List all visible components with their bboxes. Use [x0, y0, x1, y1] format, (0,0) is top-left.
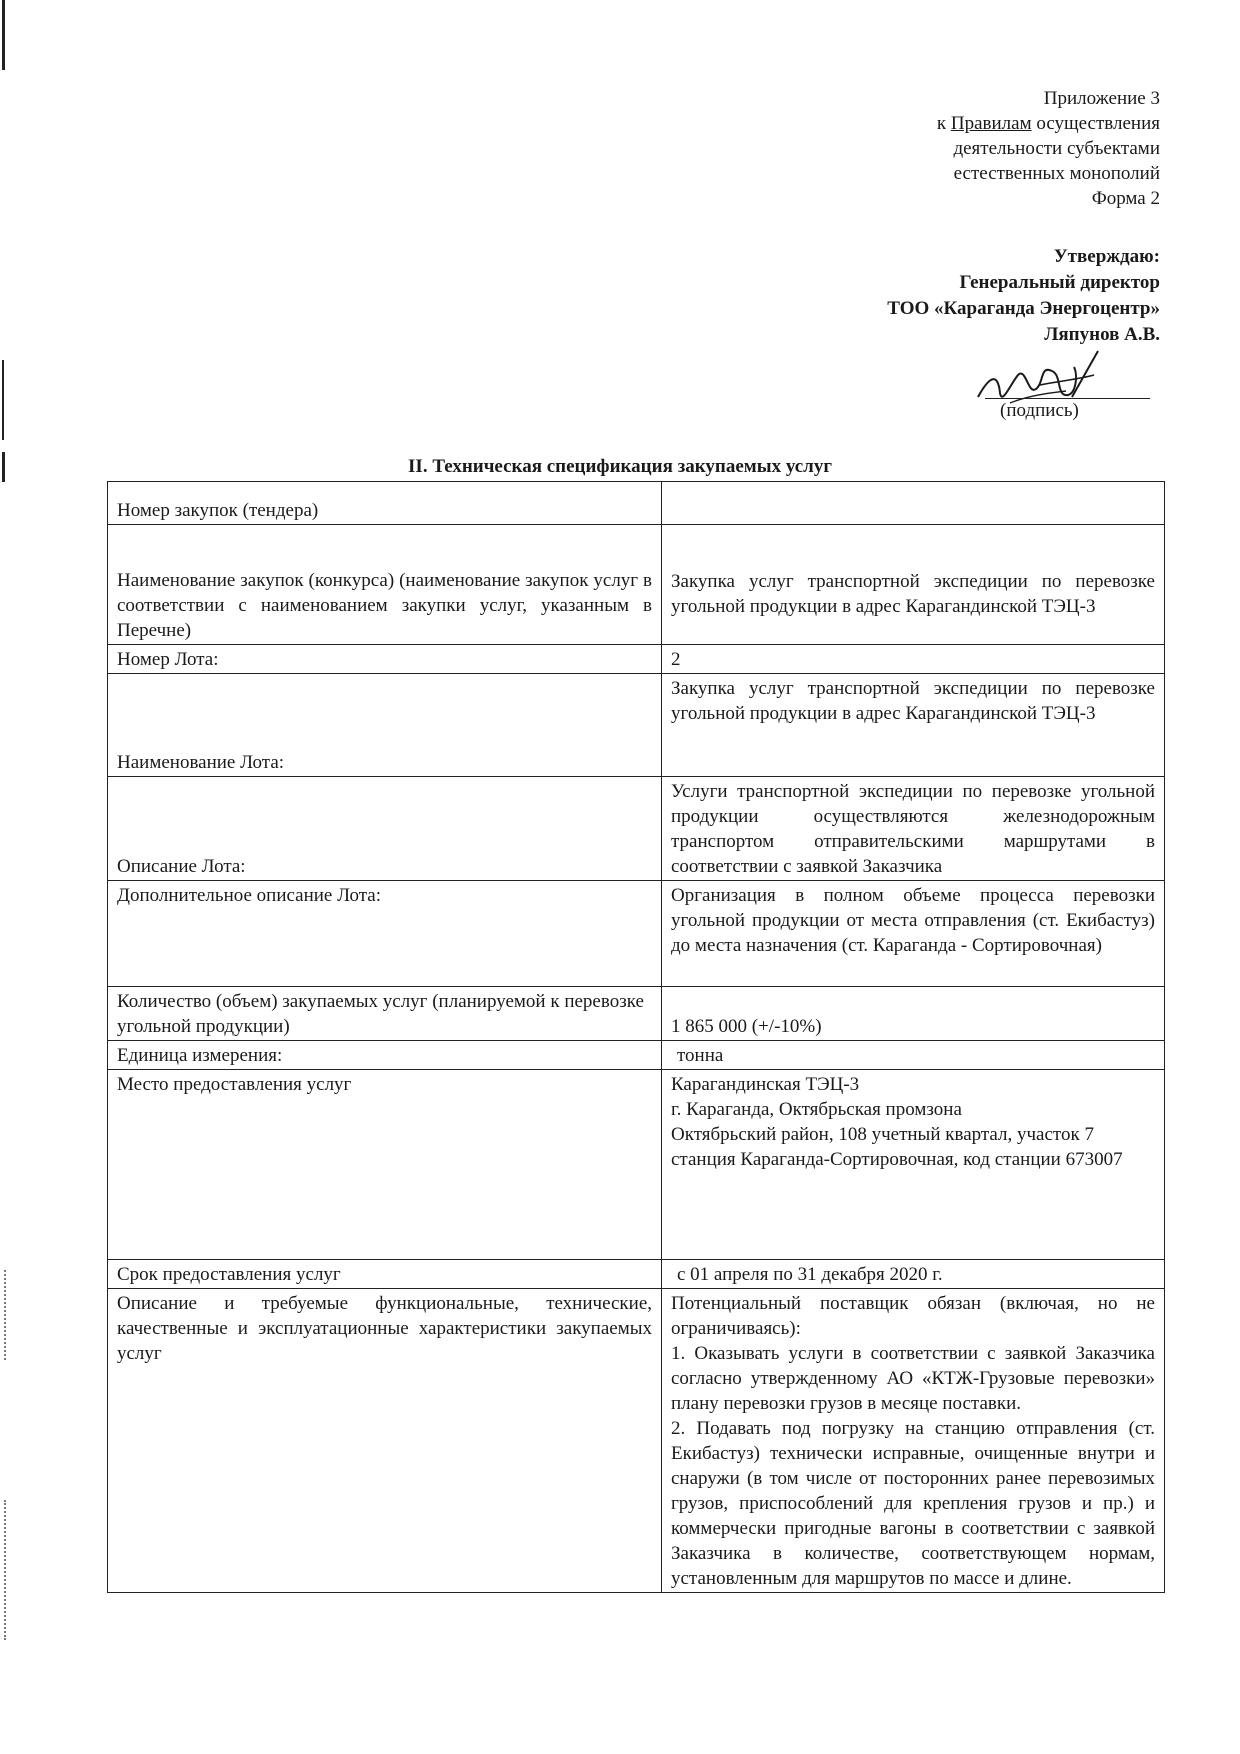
- scan-edge-mark: [2, 0, 5, 70]
- row-label: Описание и требуемые функциональные, технические, качественные и эксплуатационные характеристики закупаемых услуг: [108, 1289, 662, 1593]
- table-row: [108, 1070, 1165, 1260]
- table-row: [108, 1041, 1165, 1070]
- table-row: [108, 525, 1165, 645]
- row-label: Описание Лота:: [108, 777, 662, 881]
- location-line: г. Караганда, Октябрьская промзона: [671, 1099, 962, 1120]
- table-row: [108, 777, 1165, 881]
- row-label: Срок предоставления услуг: [108, 1260, 662, 1289]
- table-row: [108, 674, 1165, 777]
- row-label: Номер Лота:: [108, 645, 662, 674]
- requirement-item: 1. Оказывать услуги в соответствии с заявкой Заказчика согласно утвержденному АО «КТЖ-Грузовые перевозки» плану перевозки грузов в месяце поставки.: [671, 1343, 1155, 1414]
- appendix-number: Приложение 3: [1043, 88, 1160, 109]
- row-value: тонна: [662, 1041, 1165, 1070]
- row-value: [662, 482, 1165, 525]
- requirement-item: 2. Подавать под погрузку на станцию отправления (ст. Екибастуз) технически исправные, очищенные внутри и снаружи (в том числе от посторонних ранее перевозимых грузов, приспособлений для крепления грузов и пр.) и коммерчески пригодные вагоны в соответствии с заявкой Заказчика в количестве, соответствующем нормам, установленным для маршрутов по массе и длине.: [671, 1418, 1155, 1589]
- appendix-header: [937, 86, 1160, 211]
- header-line-3: деятельности субъектами: [953, 138, 1160, 159]
- scan-edge-mark: [2, 360, 4, 440]
- row-value: Закупка услуг транспортной экспедиции по перевозке угольной продукции в адрес Карагандинской ТЭЦ-3: [662, 674, 1165, 777]
- form-number: Форма 2: [1091, 188, 1160, 209]
- row-value: 2: [662, 645, 1165, 674]
- section-title: II. Техническая спецификация закупаемых услуг: [408, 456, 832, 477]
- rules-link: Правилам: [950, 113, 1032, 134]
- specification-table: [107, 481, 1165, 1593]
- approver-name: Ляпунов А.В.: [1044, 324, 1160, 345]
- row-label: Дополнительное описание Лота:: [108, 881, 662, 987]
- table-row: [108, 1260, 1165, 1289]
- rules-line: к Правилам осуществления: [936, 113, 1160, 134]
- table-row: [108, 987, 1165, 1041]
- requirement-intro: Потенциальный поставщик обязан (включая, но не ограничиваясь):: [671, 1293, 1155, 1339]
- approval-block: [887, 244, 1160, 348]
- row-label: Наименование закупок (конкурса) (наименование закупок услуг в соответствии с наименованием закупки услуг, указанным в Перечне): [108, 525, 662, 645]
- row-value: с 01 апреля по 31 декабря 2020 г.: [662, 1260, 1165, 1289]
- signature-caption: (подпись): [1000, 400, 1079, 421]
- table-row: [108, 1289, 1165, 1593]
- row-value: [662, 1289, 1165, 1593]
- signature-line: [985, 398, 1150, 399]
- scan-edge-dots: [4, 1500, 8, 1640]
- approve-label: Утверждаю:: [1053, 246, 1160, 267]
- row-label: Место предоставления услуг: [108, 1070, 662, 1260]
- location-line: станция Караганда-Сортировочная, код станции 673007: [671, 1149, 1123, 1170]
- table-row: [108, 881, 1165, 987]
- row-label: Номер закупок (тендера): [108, 482, 662, 525]
- row-value: Услуги транспортной экспедиции по перевозке угольной продукции осуществляются железнодорожным транспортом отправительскими маршрутами в соответствии с заявкой Заказчика: [662, 777, 1165, 881]
- header-line-4: естественных монополий: [953, 163, 1160, 184]
- table-row: [108, 482, 1165, 525]
- location-line: Октябрьский район, 108 учетный квартал, участок 7: [671, 1124, 1094, 1145]
- row-label: Наименование Лота:: [108, 674, 662, 777]
- scan-edge-dots: [4, 1270, 8, 1360]
- approver-company: ТОО «Караганда Энергоцентр»: [887, 298, 1160, 319]
- approver-position: Генеральный директор: [959, 272, 1160, 293]
- row-value: 1 865 000 (+/-10%): [662, 987, 1165, 1041]
- row-value: [662, 1070, 1165, 1260]
- location-line: Карагандинская ТЭЦ-3: [671, 1074, 860, 1095]
- row-label: Количество (объем) закупаемых услуг (планируемой к перевозке угольной продукции): [108, 987, 662, 1041]
- table-row: [108, 645, 1165, 674]
- row-value: Организация в полном объеме процесса перевозки угольной продукции от места отправления (ст. Екибастуз) до места назначения (ст. Караганда - Сортировочная): [662, 881, 1165, 987]
- row-label: Единица измерения:: [108, 1041, 662, 1070]
- row-value: Закупка услуг транспортной экспедиции по перевозке угольной продукции в адрес Карагандинской ТЭЦ-3: [662, 525, 1165, 645]
